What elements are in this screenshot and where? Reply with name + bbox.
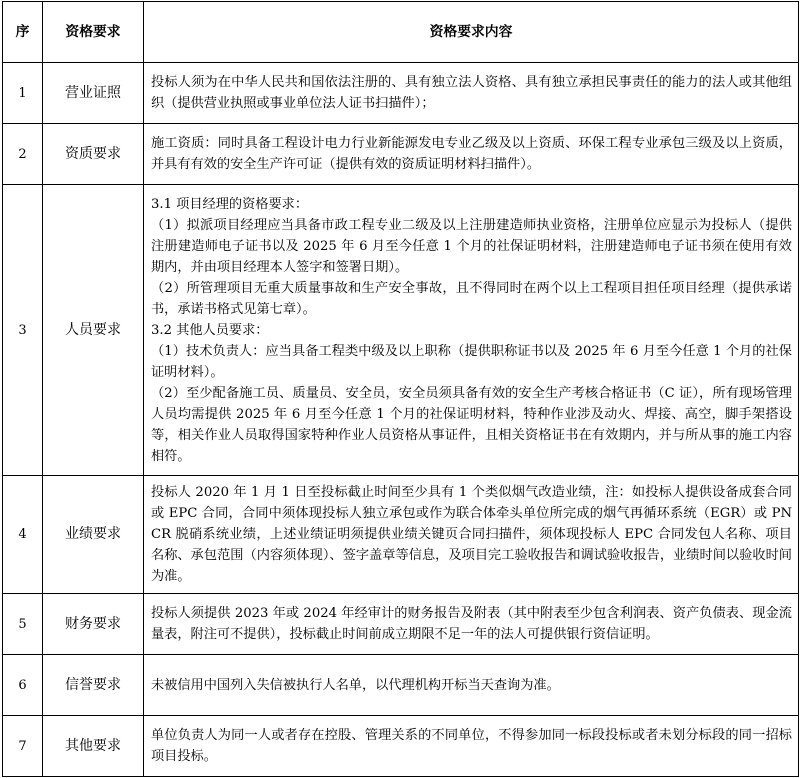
requirement-name: 营业证照: [43, 63, 144, 124]
table-row: [3, 655, 799, 716]
content-paragraph: （1）拟派项目经理应当具备市政工程专业二级及以上注册建造师执业资格，注册单位应显示为投标人（提供注册建造师电子证书以及 2025 年 6 月至今任意 1 个月的社保证明材料，注册建造师电子证书须在使用有效期内，并由项目经理本人签字和签署日期）。: [151, 217, 792, 275]
table-row: [3, 476, 799, 594]
row-index: 5: [3, 594, 43, 655]
header-row: [3, 2, 799, 63]
content-paragraph: （2）至少配备施工员、质量员、安全员，安全员须具备有效的安全生产考核合格证书（C 证），所有现场管理人员均需提供 2025 年 6 月至今任意 1 个月的社保证明材料，特种作业涉及动火、焊接、高空，脚手架搭设等，相关作业人员取得国家特种作业人员资格从事证件，且相关资格证书在有效期内，并与所从事的施工内容相符。: [151, 385, 792, 464]
row-index: 4: [3, 476, 43, 594]
content-paragraph: （1）技术负责人：应当具备工程类中级及以上职称（提供职称证书以及 2025 年 6 月至今任意 1 个月的社保证明材料）。: [151, 343, 792, 380]
requirement-name: 资质要求: [43, 124, 144, 185]
content-paragraph: 3.2 其他人员要求：: [151, 322, 269, 338]
content-paragraph: 单位负责人为同一人或者存在控股、管理关系的不同单位，不得参加同一标段投标或者未划分标段的同一招标项目投标。: [151, 728, 792, 764]
requirement-content: [144, 655, 799, 716]
row-index: 2: [3, 124, 43, 185]
requirement-content: [144, 63, 799, 124]
row-index: 1: [3, 63, 43, 124]
qualification-table: [2, 1, 799, 777]
table-row: [3, 716, 799, 777]
requirement-name: 业绩要求: [43, 476, 144, 594]
content-paragraph: 投标人须为在中华人民共和国依法注册的、具有独立法人资格、具有独立承担民事责任的能力的法人或其他组织（提供营业执照或事业单位法人证书扫描件）；: [151, 75, 792, 111]
content-paragraph: 投标人 2020 年 1 月 1 日至投标截止时间至少具有 1 个类似烟气改造业绩，注：如投标人提供设备成套合同或 EPC 合同，合同中须体现投标人独立承包或作为联合体牵头单位所完成的烟气再循环系统（EGR）或 PNCR 脱硝系统业绩，上述业绩证明须提供业绩关键页合同扫描件，须体现投标人 EPC 合同发包人名称、项目名称、承包范围（内容须体现）、签字盖章等信息，及项目完工验收报告和调试验收报告，业绩时间以验收时间为准。: [151, 485, 792, 584]
requirement-content: [144, 716, 799, 777]
content-paragraph: 未被信用中国列入失信被执行人名单，以代理机构开标当天查询为准。: [151, 677, 560, 693]
table-row: [3, 594, 799, 655]
header-index: 序: [3, 2, 43, 63]
requirement-content: [144, 476, 799, 594]
content-paragraph: 投标人须提供 2023 年或 2024 年经审计的财务报告及附表（其中附表至少包含利润表、资产负债表、现金流量表，附注可不提供），投标截止时间前成立期限不足一年的法人可提供银行资信证明。: [151, 606, 792, 642]
content-paragraph: 3.1 项目经理的资格要求：: [151, 196, 309, 212]
content-paragraph: （2）所管理项目无重大质量事故和生产安全事故，且不得同时在两个以上工程项目担任项目经理（提供承诺书，承诺书格式见第七章）。: [151, 280, 792, 317]
header-requirement: 资格要求: [43, 2, 144, 63]
requirement-content: [144, 124, 799, 185]
row-index: 7: [3, 716, 43, 777]
requirement-name: 其他要求: [43, 716, 144, 777]
requirement-content: [144, 185, 799, 476]
requirement-content: [144, 594, 799, 655]
requirement-name: 人员要求: [43, 185, 144, 476]
header-content: 资格要求内容: [144, 2, 799, 63]
requirement-name: 财务要求: [43, 594, 144, 655]
row-index: 6: [3, 655, 43, 716]
content-paragraph: 施工资质：同时具备工程设计电力行业新能源发电专业乙级及以上资质、环保工程专业承包三级及以上资质，并具有有效的安全生产许可证（提供有效的资质证明材料扫描件）。: [151, 136, 792, 172]
requirement-name: 信誉要求: [43, 655, 144, 716]
table-row: [3, 124, 799, 185]
table-body: [3, 63, 799, 777]
table-row: [3, 185, 799, 476]
row-index: 3: [3, 185, 43, 476]
table-row: [3, 63, 799, 124]
